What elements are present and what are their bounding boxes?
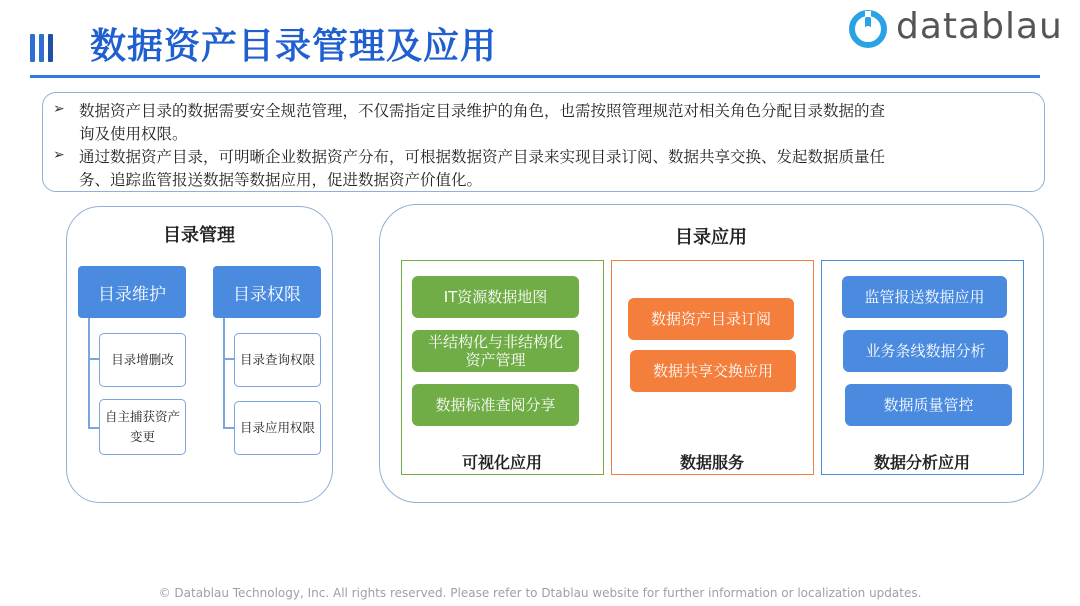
quality-control-box	[845, 384, 1012, 426]
bullet-arrow-icon: ➢	[53, 147, 65, 163]
logo-text: datablau	[896, 6, 1063, 47]
sub-box-label: 目录增删改	[111, 352, 174, 367]
connector-line	[88, 318, 90, 428]
box-label: 数据标准查阅分享	[435, 396, 556, 414]
title-bar-icon	[30, 34, 35, 62]
title-bar-icon	[39, 34, 44, 62]
header-divider	[30, 75, 1040, 78]
datablau-logo-icon	[848, 9, 888, 49]
catalog-crud-box	[99, 333, 186, 387]
intro-text: 通过数据资产目录，可明晰企业数据资产分布，可根据数据资产目录来实现目录订阅、数据共享交换、发起数据质量任	[79, 148, 886, 166]
business-analysis-box	[843, 330, 1008, 372]
intro-text: 数据资产目录的数据需要安全规范管理，不仅需指定目录维护的角色，也需按照管理规范对相关角色分配目录数据的查	[79, 102, 886, 120]
box-label: 数据共享交换应用	[652, 362, 773, 380]
box-label: 数据资产目录订阅	[650, 310, 771, 328]
column-label: 数据服务	[679, 453, 744, 472]
intro-text: 务、追踪监管报送数据等数据应用，促进数据资产价值化。	[79, 171, 483, 189]
intro-box	[42, 92, 1045, 192]
standard-lookup-box	[412, 384, 579, 426]
box-label: 半结构化与非结构化	[427, 333, 563, 351]
regulatory-report-box	[842, 276, 1007, 318]
box-label: 数据质量管控	[883, 396, 974, 414]
panel-title: 目录应用	[675, 227, 747, 248]
usage-permission-box	[234, 401, 321, 455]
box-label: 监管报送数据应用	[864, 288, 985, 306]
box-label: IT资源数据地图	[443, 288, 548, 306]
sub-box-label: 变更	[129, 429, 155, 444]
box-label: 业务条线数据分析	[865, 342, 986, 360]
sub-box-label: 目录查询权限	[239, 352, 315, 367]
column-label: 数据分析应用	[873, 453, 970, 472]
bullet-arrow-icon: ➢	[53, 101, 65, 117]
sub-box-label: 自主捕获资产	[104, 409, 180, 424]
it-resource-map-box	[412, 276, 579, 318]
query-permission-box	[234, 333, 321, 387]
column-label: 可视化应用	[461, 453, 542, 472]
sub-box-label: 目录应用权限	[239, 420, 315, 435]
box-label: 资产管理	[465, 351, 526, 369]
title-bar-icon	[48, 34, 53, 62]
catalog-maintain-box: 目录维护	[78, 266, 186, 318]
unstructured-asset-box	[412, 330, 579, 372]
data-exchange-box	[630, 350, 796, 392]
catalog-permission-box: 目录权限	[213, 266, 321, 318]
page-title: 数据资产目录管理及应用	[90, 26, 498, 67]
intro-text: 询及使用权限。	[79, 125, 188, 143]
panel-title: 目录管理	[163, 225, 235, 246]
connector-line	[223, 318, 225, 428]
catalog-subscribe-box	[628, 298, 794, 340]
copyright-footer: © Datablau Technology, Inc. All rights reserved. Please refer to Dtablau website for further information or localization updates.	[158, 586, 922, 600]
auto-capture-box	[99, 399, 186, 455]
